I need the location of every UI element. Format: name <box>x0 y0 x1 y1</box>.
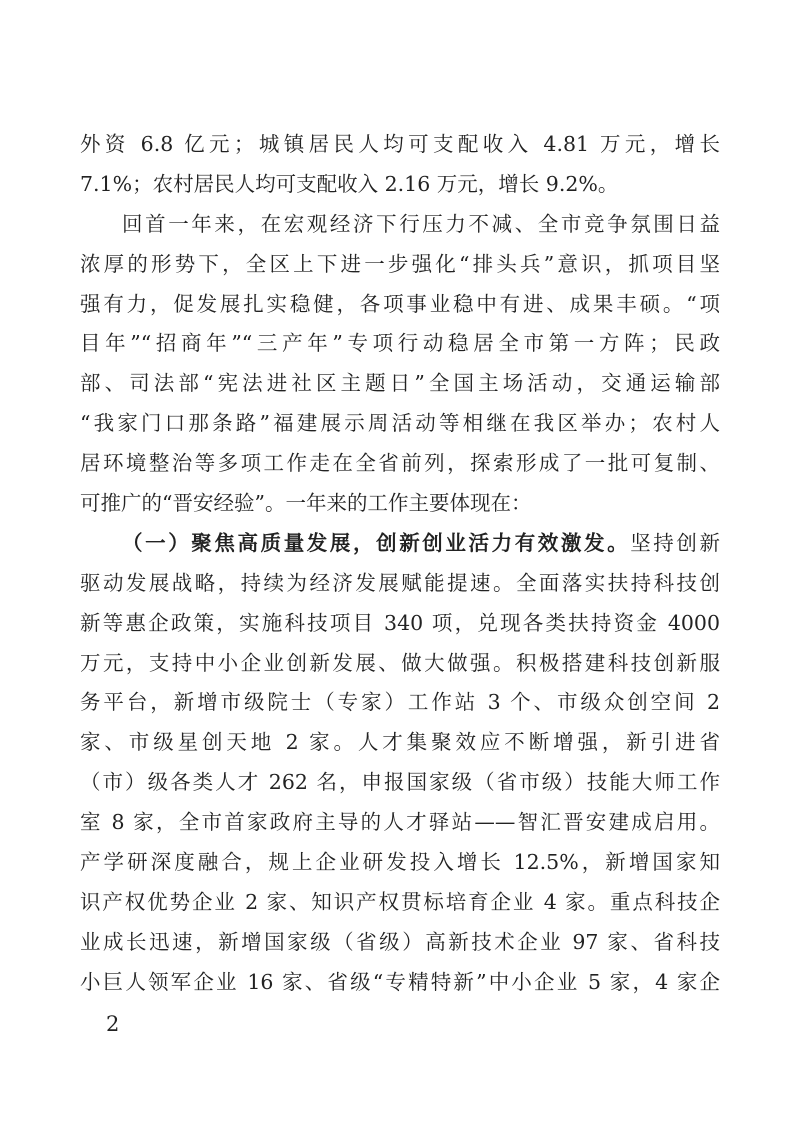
text-line: 外资 6.8 亿元；城镇居民人均可支配收入 4.81 万元，增长 <box>80 132 720 156</box>
text-line: 7.1%；农村居民人均可支配收入 2.16 万元，增长 9.2%。 <box>80 171 619 196</box>
text-line: 业成长迅速，新增国家级（省级）高新技术企业 97 家、省科技 <box>80 929 720 954</box>
text-line: 目年”“招商年”“三产年”专项行动稳居全市第一方阵；民政 <box>80 331 720 356</box>
text-line: 新等惠企政策，实施科技项目 340 项，兑现各类扶持资金 4000 <box>80 610 720 635</box>
text-line: 浓厚的形势下，全区上下进一步强化“排头兵”意识，抓项目坚 <box>80 251 720 276</box>
text-line: 可推广的“晋安经验”。一年来的工作主要体现在： <box>80 491 532 516</box>
text-line: 产学研深度融合，规上企业研发投入增长 12.5%，新增国家知 <box>80 850 720 875</box>
text-line: “我家门口那条路”福建展示周活动等相继在我区举办；农村人 <box>80 411 720 436</box>
text-line <box>80 524 720 564</box>
paragraph-review <box>80 205 720 524</box>
text-line: 务平台，新增市级院士（专家）工作站 3 个、市级众创空间 2 <box>80 690 720 715</box>
text-line: 部、司法部“宪法进社区主题日”全国主场活动，交通运输部 <box>80 371 720 396</box>
document-body <box>80 125 720 1003</box>
text-line: 家、市级星创天地 2 家。人才集聚效应不断增强，新引进省 <box>80 730 720 755</box>
text-fragment: 坚持创新 <box>630 530 721 555</box>
section-heading: （一）聚焦高质量发展，创新创业活力有效激发。 <box>122 530 631 555</box>
paragraph-income <box>80 125 720 205</box>
text-line: 强有力，促发展扎实稳健，各项事业稳中有进、成果丰硕。“项 <box>80 291 720 316</box>
text-line: 驱动发展战略，持续为经济发展赋能提速。全面落实扶持科技创 <box>80 570 720 595</box>
text-line: 识产权优势企业 2 家、知识产权贯标培育企业 4 家。重点科技企 <box>80 889 720 914</box>
text-line: 回首一年来，在宏观经济下行压力不减、全市竞争氛围日益 <box>122 211 720 236</box>
text-line: 居环境整治等多项工作走在全省前列，探索形成了一批可复制、 <box>80 451 720 476</box>
paragraph-innovation <box>80 524 720 1003</box>
text-line: 小巨人领军企业 16 家、省级“专精特新”中小企业 5 家，4 家企 <box>80 969 720 994</box>
page-number: 2 <box>106 1012 120 1036</box>
text-line: 室 8 家，全市首家政府主导的人才驿站——智汇晋安建成启用。 <box>80 810 720 835</box>
text-line: （市）级各类人才 262 名，申报国家级（省市级）技能大师工作 <box>80 770 720 795</box>
text-line: 万元，支持中小企业创新发展、做大做强。积极搭建科技创新服 <box>80 650 720 675</box>
